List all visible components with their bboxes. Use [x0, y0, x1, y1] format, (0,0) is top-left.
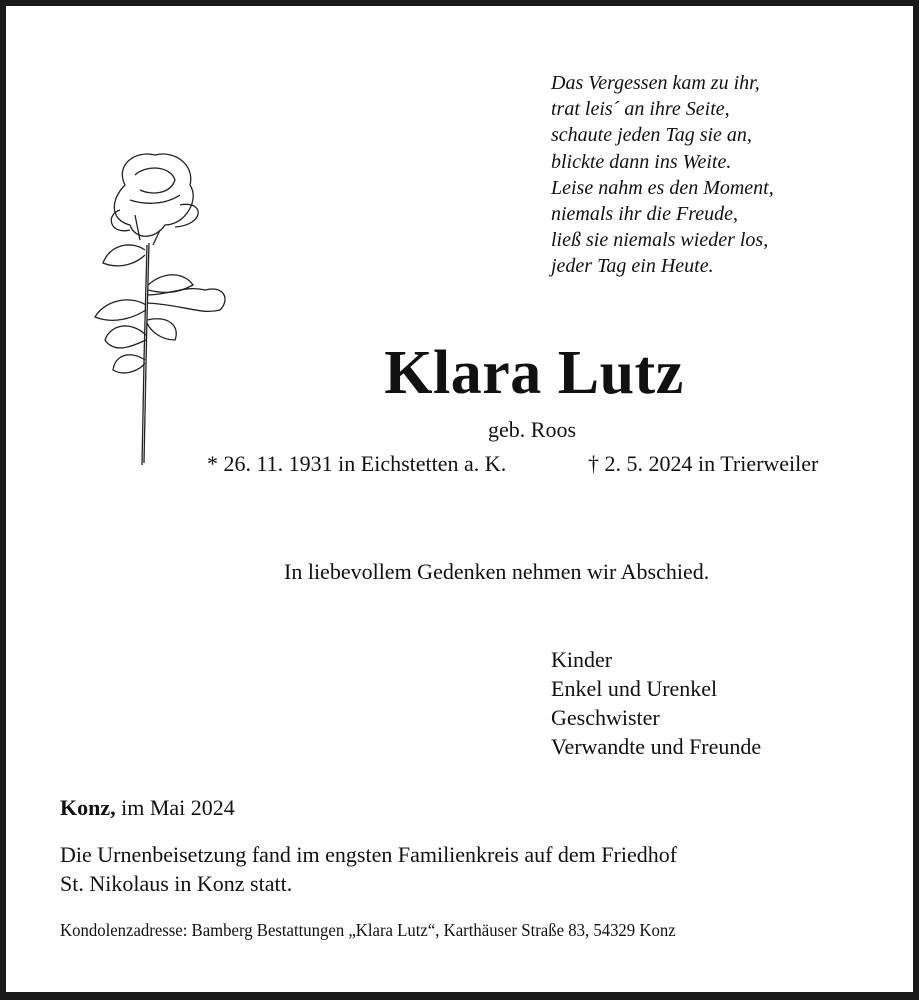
burial-line: St. Nikolaus in Konz statt. [60, 871, 293, 896]
mourner: Geschwister [551, 705, 660, 730]
mourners-list [551, 645, 761, 761]
poem-line: trat leis´ an ihre Seite, [551, 98, 730, 121]
mourner: Verwandte und Freunde [551, 734, 762, 759]
place-city: Konz, [60, 795, 116, 820]
rose-illustration [75, 145, 235, 475]
poem-line: niemals ihr die Freude, [551, 202, 739, 225]
poem-line: Leise nahm es den Moment, [551, 176, 774, 199]
poem-line: Das Vergessen kam zu ihr, [551, 72, 760, 94]
birth-name: geb. Roos [488, 417, 576, 442]
death-date: † 2. 5. 2024 in Trierweiler [588, 451, 819, 476]
condolence-address: Kondolenzadresse: Bamberg Bestattungen „Klara Lutz“, Karthäuser Straße 83, 54329 Konz [60, 920, 676, 940]
deceased-name: Klara Lutz [384, 339, 684, 407]
poem-line: blickte dann ins Weite. [551, 150, 732, 173]
mourner: Kinder [551, 647, 613, 672]
poem-line: schaute jeden Tag sie an, [551, 124, 752, 147]
farewell-text: In liebevollem Gedenken nehmen wir Abschied. [284, 559, 710, 584]
birth-date: * 26. 11. 1931 in Eichstetten a. K. [207, 451, 507, 476]
mourner: Enkel und Urenkel [551, 676, 718, 701]
place-month: im Mai 2024 [115, 795, 235, 820]
poem [551, 70, 774, 280]
place-date [60, 795, 235, 821]
poem-line: ließ sie niemals wieder los, [551, 229, 769, 252]
burial-info [60, 840, 677, 898]
poem-line: jeder Tag ein Heute. [551, 255, 714, 278]
burial-line: Die Urnenbeisetzung fand im engsten Familienkreis auf dem Friedhof [60, 842, 678, 867]
